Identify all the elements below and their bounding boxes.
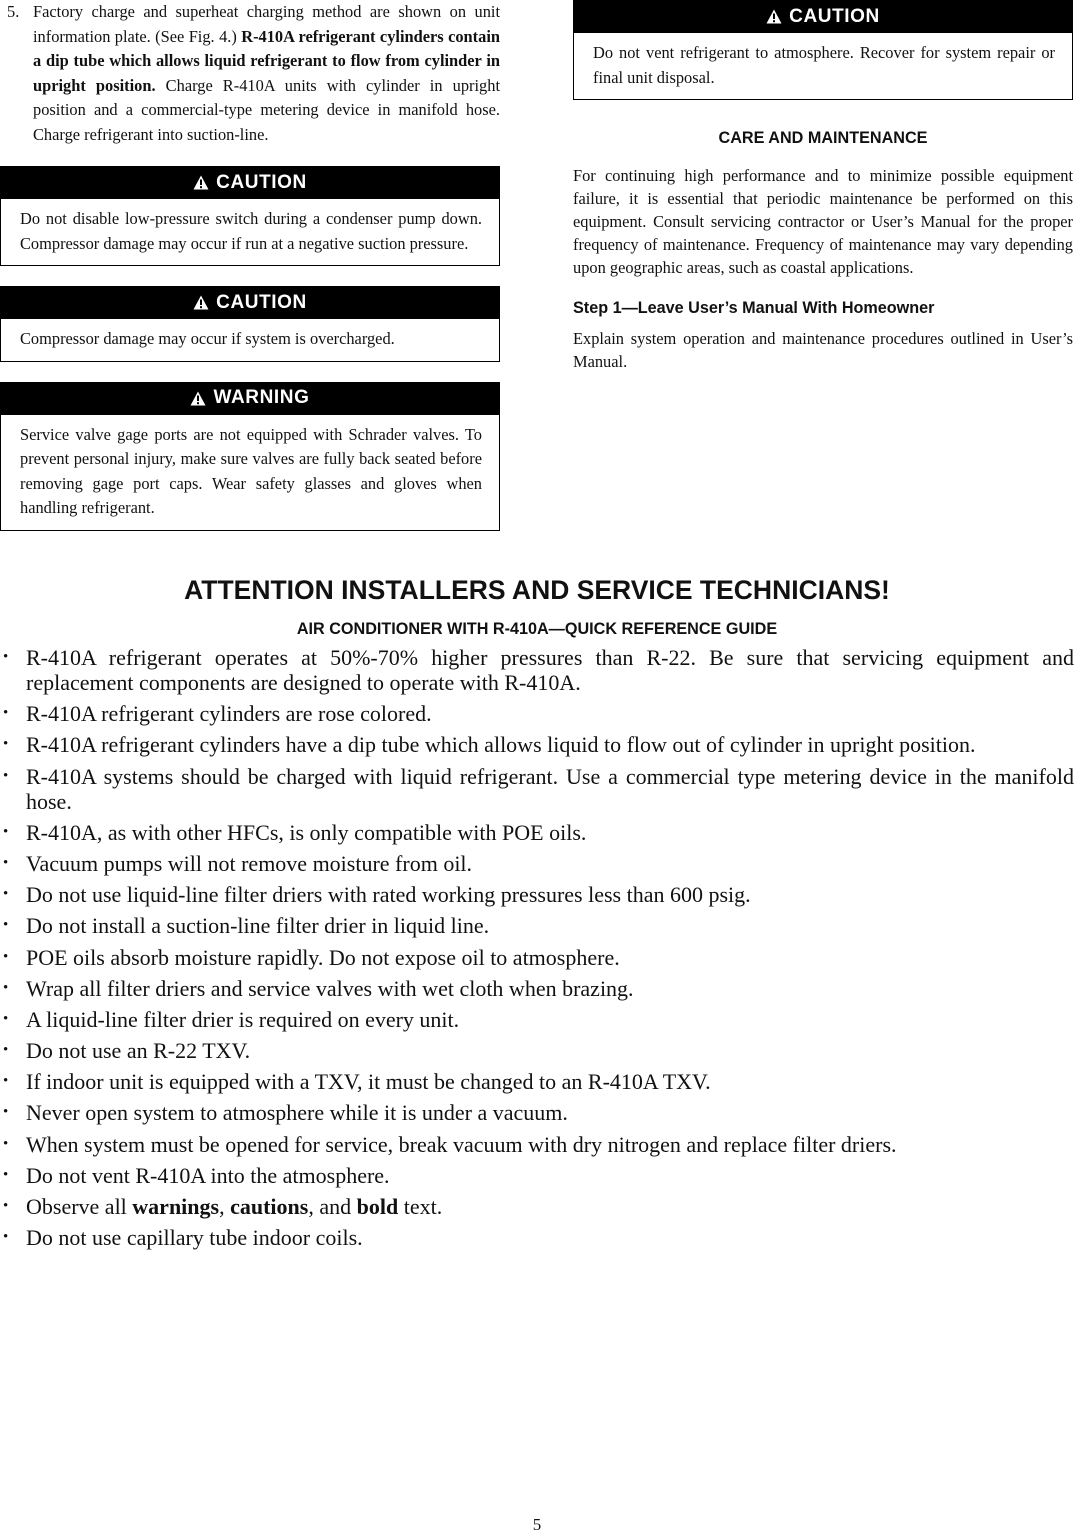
- page-number: 5: [532, 1515, 542, 1534]
- list-item-text: Vacuum pumps will not remove moisture from oil.: [26, 850, 473, 876]
- warning-triangle-icon: [190, 391, 206, 406]
- list-item-text: Do not install a suction-line filter drier in liquid line.: [26, 913, 490, 939]
- list-item-text: R-410A systems should be charged with liquid refrigerant. Use a commercial type metering device in the manifold hose.: [26, 763, 1074, 814]
- list-item-text: R-410A refrigerant cylinders are rose colored.: [26, 701, 432, 727]
- list-item: [0, 1038, 1074, 1063]
- bullet: •: [3, 1198, 9, 1214]
- step-1-title: Step 1—Leave User’s Manual With Homeowner: [573, 299, 935, 317]
- bullet: •: [3, 948, 9, 965]
- list-item-text: R-410A, as with other HFCs, is only compatible with POE oils.: [26, 819, 587, 845]
- list-item: [0, 1225, 1074, 1250]
- step-text-2: Charge R-410A units with cylinder in upright position and a commercial-type metering device in manifold hose. Charge refrigerant into suction-line.: [33, 75, 500, 144]
- list-item: [0, 645, 1074, 695]
- caution-header: [1, 166, 499, 199]
- list-item-text: R-410A refrigerant cylinders have a dip tube which allows liquid to flow out of cylinder in upright position.: [26, 732, 976, 758]
- caution-text: Do not disable low-pressure switch during a condenser pump down. Compressor damage may occur if run at a negative suction pressure.: [20, 209, 482, 253]
- list-item: [0, 851, 1074, 876]
- list-item: [0, 732, 1074, 757]
- list-item-text: If indoor unit is equipped with a TXV, it must be changed to an R-410A TXV.: [26, 1069, 711, 1095]
- bullet: •: [3, 1010, 9, 1027]
- bullet: •: [3, 767, 9, 784]
- warning-label: WARNING: [213, 387, 310, 408]
- bullet: •: [3, 1042, 9, 1059]
- caution-header: [574, 0, 1072, 33]
- list-item-text: Do not use capillary tube indoor coils.: [26, 1225, 363, 1251]
- observe-cautions: cautions: [230, 1194, 309, 1219]
- bullet: •: [3, 1073, 9, 1090]
- warning-triangle-icon: [193, 295, 209, 310]
- step-1-text: Explain system operation and maintenance procedures outlined in User’s Manual.: [573, 329, 1073, 371]
- list-item: [0, 1163, 1074, 1188]
- bullet: •: [3, 979, 9, 996]
- warning-header: [1, 382, 499, 415]
- caution-box-venting: [573, 0, 1073, 100]
- list-item: [0, 882, 1074, 907]
- attention-title: ATTENTION INSTALLERS AND SERVICE TECHNICIANS!: [184, 575, 890, 605]
- bullet: •: [3, 854, 9, 871]
- step-text-1: Factory charge and superheat charging method are shown on unit information plate. (See Fig. 4.): [33, 2, 500, 46]
- observe-prefix: Observe all: [26, 1194, 133, 1219]
- list-item: [0, 701, 1074, 726]
- bullet: •: [3, 1135, 9, 1152]
- caution-label: CAUTION: [216, 171, 307, 193]
- list-item: [0, 1069, 1074, 1094]
- list-item: [0, 913, 1074, 938]
- warning-triangle-icon: [193, 175, 209, 190]
- list-item: [0, 1007, 1074, 1032]
- bullet: •: [3, 1229, 9, 1246]
- observe-suffix: text.: [398, 1194, 443, 1219]
- caution-label: CAUTION: [216, 291, 307, 313]
- caution-box-overcharge: [0, 286, 500, 362]
- warning-box-gage-ports: [0, 382, 500, 531]
- step-5: [0, 0, 500, 147]
- bullet: •: [3, 1166, 9, 1183]
- care-maintenance-title: CARE AND MAINTENANCE: [718, 129, 928, 147]
- warning-triangle-icon: [766, 9, 782, 24]
- list-item: [0, 1100, 1074, 1125]
- observe-bold: bold: [356, 1194, 399, 1219]
- bullet: •: [3, 736, 9, 753]
- list-item: [0, 820, 1074, 845]
- quick-reference-subtitle: AIR CONDITIONER WITH R-410A—QUICK REFERENCE GUIDE: [296, 620, 778, 638]
- list-item-text: Wrap all filter driers and service valves with wet cloth when brazing.: [26, 975, 634, 1001]
- list-item-text: When system must be opened for service, break vacuum with dry nitrogen and replace filter driers.: [26, 1131, 897, 1157]
- step-text-bold: R-410A refrigerant cylinders contain a dip tube which allows liquid refrigerant to flow from cylinder in upright position.: [33, 26, 500, 95]
- list-item-text: POE oils absorb moisture rapidly. Do not expose oil to atmosphere.: [26, 944, 620, 970]
- bullet: •: [3, 1104, 9, 1121]
- bullet: •: [3, 917, 9, 934]
- observe-warnings: warnings: [132, 1194, 220, 1219]
- caution-header: [1, 286, 499, 319]
- list-item-text: A liquid-line filter drier is required on every unit.: [26, 1006, 460, 1032]
- quick-reference-list: [0, 645, 1074, 1256]
- list-item: [0, 1132, 1074, 1157]
- caution-box-pump-down: [0, 166, 500, 266]
- caution-label: CAUTION: [789, 5, 880, 27]
- bullet: •: [3, 823, 9, 840]
- list-item-text: R-410A refrigerant operates at 50%-70% higher pressures than R-22. Be sure that servicing equipment and replacement components are designed to operate with R-410A.: [26, 645, 1074, 695]
- list-item-observe: [0, 1194, 1074, 1219]
- caution-text: Compressor damage may occur if system is overcharged.: [20, 329, 395, 348]
- left-column: [0, 0, 500, 531]
- warning-text: Service valve gage ports are not equipped with Schrader valves. To prevent personal injury, make sure valves are fully back seated before removing gage port caps. Wear safety glasses and gloves when handling refrigerant.: [20, 424, 482, 517]
- bullet: •: [3, 705, 9, 722]
- right-column: [573, 0, 1073, 373]
- list-item-text: Do not use an R-22 TXV.: [26, 1038, 251, 1064]
- bullet: •: [3, 649, 9, 665]
- bullet: •: [3, 886, 9, 903]
- observe-comma-2: , and: [308, 1194, 357, 1219]
- list-item: [0, 945, 1074, 970]
- list-item-text: Do not use liquid-line filter driers with rated working pressures less than 600 psig.: [26, 882, 751, 908]
- caution-text: Do not vent refrigerant to atmosphere. Recover for system repair or final unit disposal.: [593, 43, 1055, 87]
- list-item: [0, 976, 1074, 1001]
- step-number: 5.: [7, 2, 20, 21]
- list-item-text: Do not vent R-410A into the atmosphere.: [26, 1162, 390, 1188]
- list-item-text: Never open system to atmosphere while it is under a vacuum.: [26, 1100, 568, 1126]
- list-item: [0, 764, 1074, 814]
- observe-comma-1: ,: [219, 1194, 231, 1219]
- care-maintenance-text: For continuing high performance and to minimize possible equipment failure, it is essential that periodic maintenance be performed on this equipment. Consult servicing contractor or User’s Manual for the proper frequency of maintenance. Frequency of maintenance may vary depending upon geographic areas, such as coastal applications.: [573, 166, 1073, 277]
